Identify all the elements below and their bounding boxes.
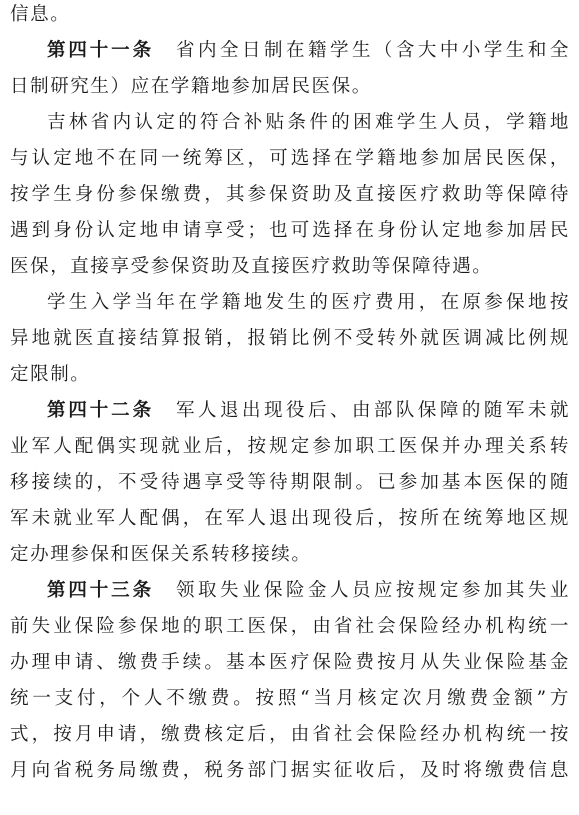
line-text: 式，按月申请，缴费核定后，由省社会保险经办机构统一按: [10, 724, 570, 745]
line-text: 按学生身份参保缴费，其参保资助及直接医疗救助等保障待: [10, 184, 570, 205]
text-line: [10, 249, 570, 285]
line-text: 省内全日制在籍学生（含大中小学生和全: [175, 40, 570, 61]
text-line: [10, 537, 570, 573]
line-text: 军人退出现役后、由部队保障的随军未就: [175, 400, 570, 421]
text-line: [47, 285, 570, 321]
line-text: 定办理参保和医保关系转移接续。: [10, 544, 312, 565]
article-heading: 第四十二条: [47, 400, 154, 421]
line-text: 信息。: [10, 4, 71, 25]
text-line: [10, 465, 570, 501]
line-text: 统一支付，个人不缴费。按照“当月核定次月缴费金额”方: [10, 688, 570, 709]
line-text: 医保，直接享受参保资助及直接医疗救助等保障待遇。: [10, 256, 493, 277]
line-text: 移接续的，不受待遇享受等待期限制。已参加基本医保的随: [10, 472, 570, 493]
line-text: 军未就业军人配偶，在军人退出现役后，按所在统筹地区规: [10, 508, 570, 529]
text-line: [10, 0, 570, 33]
text-line: [47, 105, 570, 141]
text-line: [10, 141, 570, 177]
text-line: [10, 69, 570, 105]
line-text: 吉林省内认定的符合补贴条件的困难学生人员，学籍地: [47, 112, 570, 133]
line-text: 日制研究生）应在学籍地参加居民医保。: [10, 76, 372, 97]
article-42-heading-line: [47, 393, 570, 429]
text-line: [10, 429, 570, 465]
text-line: [10, 753, 570, 789]
text-line: [10, 321, 570, 357]
line-text: 定限制。: [10, 364, 91, 385]
line-text: 业军人配偶实现就业后，按规定参加职工医保并办理关系转: [10, 436, 570, 457]
article-heading: 第四十三条: [47, 580, 154, 601]
article-heading: 第四十一条: [47, 40, 154, 61]
text-line: [10, 357, 570, 393]
line-text: 领取失业保险金人员应按规定参加其失业: [175, 580, 570, 601]
text-line: [10, 213, 570, 249]
line-text: 遇到身份认定地申请享受；也可选择在身份认定地参加居民: [10, 220, 570, 241]
text-line: [10, 717, 570, 753]
text-line: [10, 177, 570, 213]
line-text: 办理申请、缴费手续。基本医疗保险费按月从失业保险基金: [10, 652, 570, 673]
article-43-heading-line: [47, 573, 570, 609]
line-text: 月向省税务局缴费，税务部门据实征收后，及时将缴费信息: [10, 760, 570, 781]
text-line: [10, 609, 570, 645]
line-text: 与认定地不在同一统筹区，可选择在学籍地参加居民医保，: [10, 148, 570, 169]
line-text: 异地就医直接结算报销，报销比例不受转外就医调减比例规: [10, 328, 570, 349]
text-line: [10, 501, 570, 537]
text-line: [10, 681, 570, 717]
line-text: 前失业保险参保地的职工医保，由省社会保险经办机构统一: [10, 616, 570, 637]
line-text: 学生入学当年在学籍地发生的医疗费用，在原参保地按: [47, 292, 570, 313]
article-41-heading-line: [47, 33, 570, 69]
text-line: [10, 645, 570, 681]
